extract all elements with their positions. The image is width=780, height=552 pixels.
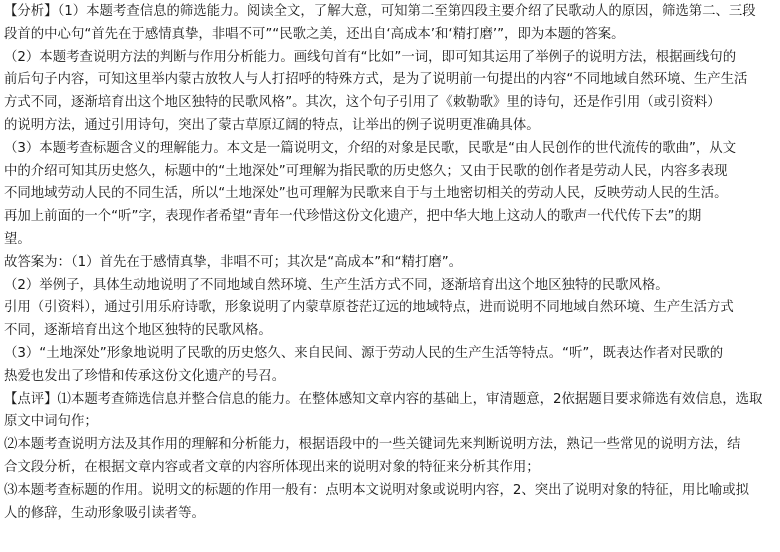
text-line: 望。 xyxy=(4,231,31,247)
text-line: 人的修辞，生动形象吸引读者等。 xyxy=(4,505,205,521)
text-line: 段首的中心句“首先在于感情真挚，非唱不可”“民歌之美，还出自‘高成本’和‘精打磨’”，即为本题的答案。 xyxy=(4,26,625,42)
text-line: 【分析】（1）本题考查信息的筛选能力。阅读全文，了解大意，可知第二至第四段主要介绍了民歌动人的原因，筛选第二、三段 xyxy=(4,4,756,19)
text-line: 不同，逐渐培育出这个地区独特的民歌风格。 xyxy=(4,323,272,339)
text-line: 原文中词句作； xyxy=(4,414,98,430)
text-line: 前后句子内容，可知这里举内蒙古放牧人与人打招呼的特殊方式，是为了说明前一句提出的内容“不同地域自然环境、生产生活 xyxy=(4,72,748,88)
text-line: （3）本题考查标题含义的理解能力。本文是一篇说明文，介绍的对象是民歌，民歌是“由人民创作的世代流传的歌曲”，从文 xyxy=(4,140,737,156)
text-line: 故答案为：（1）首先在于感情真挚，非唱不可；其次是“高成本”和“精打磨”。 xyxy=(4,254,463,270)
text-line: 合文段分析，在根据文章内容或者文章的内容所体现出来的说明对象的特征来分析其作用； xyxy=(4,459,540,475)
text-line: ⑶本题考查标题的作用。说明文的标题的作用一般有：点明本文说明对象或说明内容，2、突出了说明对象的特征，用比喻或拟 xyxy=(4,482,749,498)
text-line: 【点评】⑴本题考查筛选信息并整合信息的能力。在整体感知文章内容的基础上，审清题意，2依据题目要求筛选有效信息，选取 xyxy=(4,391,763,407)
text-line: （2）举例子，具体生动地说明了不同地域自然环境、生产生活方式不同，逐渐培育出这个地区独特的民歌风格。 xyxy=(4,277,669,293)
text-line: 的说明方法，通过引用诗句，突出了蒙古草原辽阔的特点，让举出的例子说明更准确具体。 xyxy=(4,117,540,133)
text-line: （3）“土地深处”形象地说明了民歌的历史悠久、来自民间、源于劳动人民的生产生活等特点。“听”，既表达作者对民歌的 xyxy=(4,345,724,361)
text-line: （2）本题考查说明方法的判断与作用分析能力。画线句首有“比如”一词，即可知其运用了举例子的说明方法，根据画线句的 xyxy=(4,49,737,65)
text-line: ⑵本题考查说明方法及其作用的理解和分析能力，根据语段中的一些关键词先来判断说明方法，熟记一些常见的说明方法，结 xyxy=(4,437,741,453)
text-line: 再加上前面的一个“听”字，表现作者希望“青年一代珍惜这份文化遗产，把中华大地上这动人的歌声一代代传下去”的期 xyxy=(4,209,702,225)
text-line: 引用（引资料），通过引用乐府诗歌，形象说明了内蒙草原苍茫辽远的地域特点，进而说明不同地域自然环境、生产生活方式 xyxy=(4,300,734,316)
text-line: 方式不同，逐渐培育出这个地区独特的民歌风格”。其次，这个句子引用了《敕勒歌》里的诗句，还是作引用（或引资料） xyxy=(4,95,721,111)
text-line: 不同地域劳动人民的不同生活，所以“土地深处”也可理解为民歌来自于与土地密切相关的劳动人民，反映劳动人民的生活。 xyxy=(4,186,728,202)
text-line: 中的介绍可知其历史悠久，标题中的“土地深处”可理解为指民歌的历史悠久；又由于民歌的创作者是劳动人民，内容多表现 xyxy=(4,163,728,179)
text-line: 热爱也发出了珍惜和传承这份文化遗产的号召。 xyxy=(4,368,286,384)
